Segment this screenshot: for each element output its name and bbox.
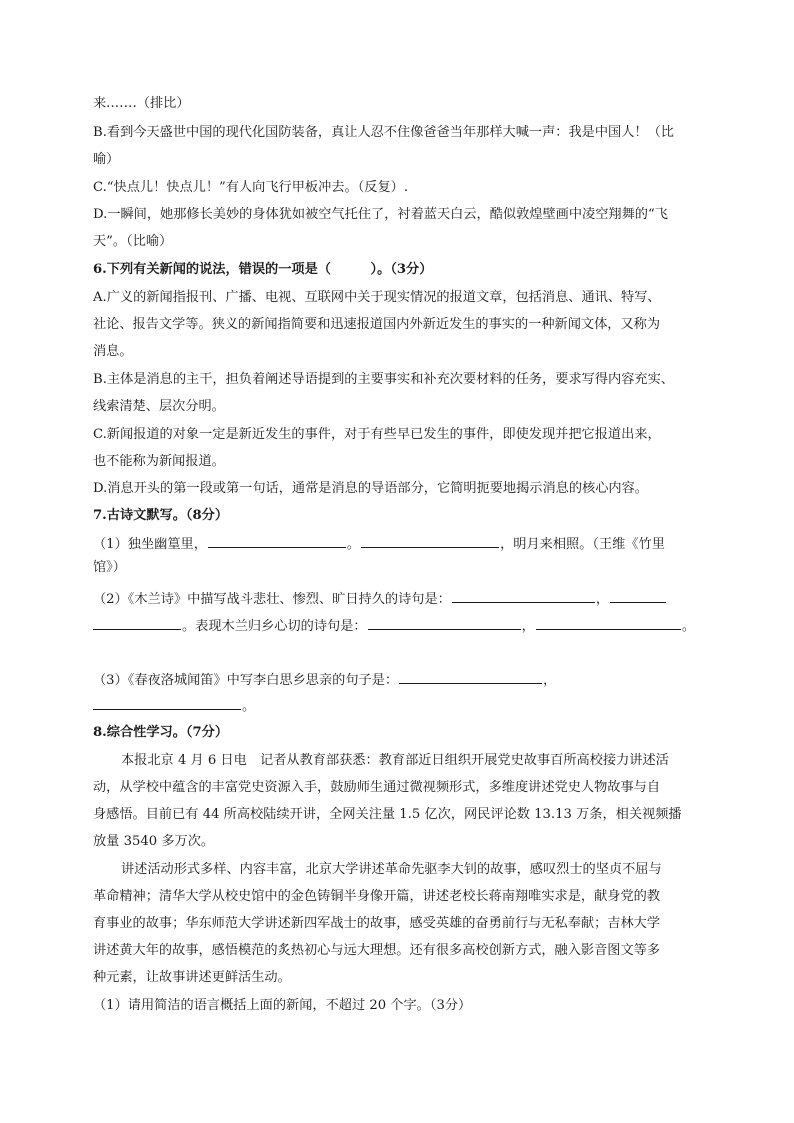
q8-para1-line3: 身感悟。目前已有 44 所高校陆续开讲，全网关注量 1.5 亿次，网民评论数 13.13 万条，相关视频播: [93, 807, 682, 822]
answer-blank[interactable]: [368, 616, 521, 630]
q6-option-c-line2: 也不能称为新闻报道。: [93, 454, 225, 469]
q5-option-d-line1: D.一瞬间，她那修长美妙的身体犹如被空气托住了，衬着蓝天白云，酷似敦煌壁画中凌空翔舞的“飞: [93, 207, 668, 222]
q8-sub-question-1: （1）请用简洁的语言概括上面的新闻，不超过 20 个字。（3分）: [93, 998, 472, 1013]
q6-option-d: D.消息开头的第一段或第一句话，通常是消息的导语部分，它简明扼要地揭示消息的核心内容。: [93, 481, 648, 496]
q7-p1-text-c: ，明月来相照。（王维《竹里: [500, 537, 665, 552]
q6-option-b-line1: B.主体是消息的主干，担负着阐述导语提到的主要事实和补充次要材料的任务，要求写得内容充实、: [93, 372, 674, 387]
q5-option-d-line2: 天”。（比喻）: [93, 234, 173, 249]
q5-option-b-line1: B.看到今天盛世中国的现代化国防装备，真让人忍不住像爸爸当年那样大喊一声：我是中国人！（比: [93, 125, 674, 140]
q7-p3-text-a: （3）《春夜洛城闻笛》中写李白思乡思亲的句子是：: [93, 673, 399, 688]
q7-p2-text-a: （2）《木兰诗》中描写战斗悲壮、惨烈、旷日持久的诗句是：: [93, 592, 451, 607]
q8-title: 8.综合性学习。（7分）: [93, 725, 229, 740]
q5-option-a-tail: 来.……（排比）: [93, 96, 190, 111]
answer-blank[interactable]: [610, 589, 666, 603]
q6-option-a-line2: 社论、报告文学等。狭义的新闻指简要和迅速报道国内外新近发生的事实的一种新闻文体，又称为: [93, 317, 661, 332]
q5-option-c: C.“快点儿！快点儿！”有人向飞行甲板冲去。（反复）.: [93, 180, 409, 195]
q7-p1-text-a: （1）独坐幽篁里，: [93, 537, 207, 552]
q8-para1-line1: 本报北京 4 月 6 日电 记者从教育部获悉：教育部近日组织开展党史故事百所高校接力讲述活: [121, 753, 669, 768]
q7-title: 7.古诗文默写。（8分）: [93, 508, 229, 523]
q8-para1-line2: 动，从学校中蕴含的丰富党史资源入手，鼓励师生通过微视频形式，多维度讲述党史人物故事与自: [93, 780, 661, 795]
q6-option-c-line1: C.新闻报道的对象一定是新近发生的事件，对于有些早已发生的事件，即使发现并把它报道出来，: [93, 427, 661, 442]
answer-blank[interactable]: [399, 670, 542, 684]
answer-blank[interactable]: [536, 616, 681, 630]
q7-part2-line1: [93, 589, 667, 608]
q8-para2-line3: 育事业的故事；华东师范大学讲述新四军战士的故事，感受英雄的奋勇前行与无私奉献；吉林大学: [93, 916, 661, 931]
q8-para2-line2: 革命精神；清华大学从校史馆中的金色铸铜半身像开篇，讲述老校长蒋南翔唯实求是，献身党的教: [93, 889, 661, 904]
q6-title: 6.下列有关新闻的说法，错误的一项是（ ）。（3分）: [93, 262, 433, 277]
q8-para2-line5: 种元素，让故事讲述更鲜活生动。: [93, 970, 291, 985]
q7-part2-line2: [93, 616, 695, 635]
q7-part1: [93, 534, 665, 553]
q6-option-a-line3: 消息。: [93, 344, 133, 359]
q7-p1-text-b: 。: [346, 537, 361, 552]
q8-para1-line4: 放量 3540 多万次。: [93, 834, 215, 849]
q6-option-b-line2: 线索清楚、层次分明。: [93, 399, 225, 414]
answer-blank[interactable]: [452, 589, 595, 603]
q7-part3-line1: [93, 670, 556, 689]
q7-p2-text-c: 。表现木兰归乡心切的诗句是：: [182, 619, 367, 634]
answer-blank[interactable]: [93, 696, 241, 710]
answer-blank[interactable]: [208, 534, 346, 548]
q7-part1-tail: 馆》）: [93, 560, 126, 575]
q8-para2-line4: 讲述黄大年的故事，感悟模范的炙热初心与远大理想。还有很多高校创新方式，融入影音图文等多: [93, 943, 661, 958]
q7-part3-line2: [93, 696, 255, 715]
q5-option-b-line2: 喻）: [93, 152, 120, 167]
q7-p3-text-b: ，: [543, 673, 557, 688]
answer-blank[interactable]: [93, 616, 181, 630]
q6-option-a-line1: A.广义的新闻指报刊、广播、电视、互联网中关于现实情况的报道文章，包括消息、通讯、特写、: [93, 290, 661, 305]
q7-p3-text-c: 。: [242, 699, 256, 714]
answer-blank[interactable]: [361, 534, 499, 548]
q7-p2-text-d: ，: [521, 619, 535, 634]
q7-p2-text-e: 。: [681, 619, 695, 634]
q7-p2-text-b: ，: [595, 592, 610, 607]
q8-para2-line1: 讲述活动形式多样、内容丰富，北京大学讲述革命先驱李大钊的故事，感叹烈士的坚贞不屈与: [121, 862, 662, 877]
